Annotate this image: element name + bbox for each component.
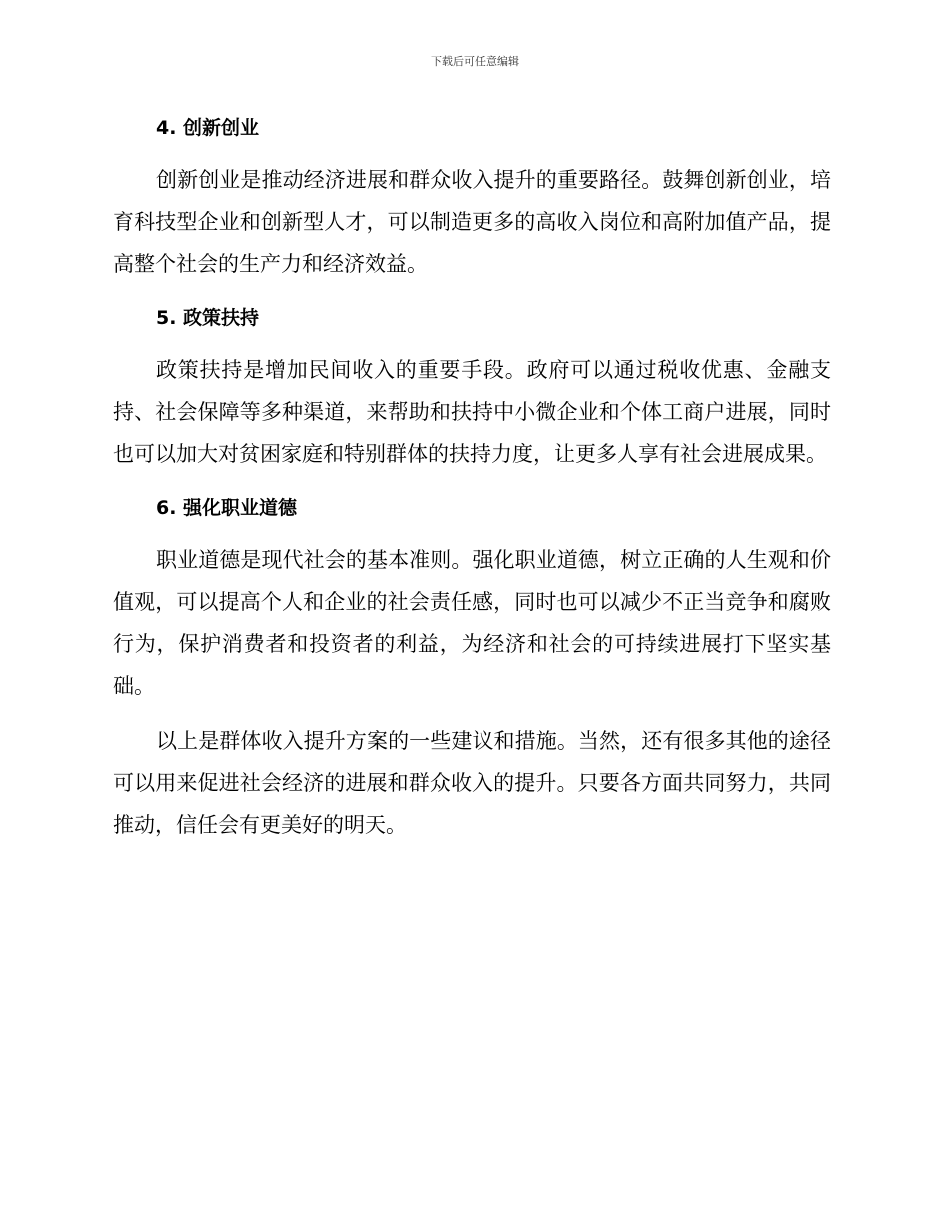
section-paragraph-ethics: 职业道德是现代社会的基本准则。强化职业道德，树立正确的人生观和价值观，可以提高个人和企业的社会责任感，同时也可以减少不正当竞争和腐败行为，保护消费者和投资者的利益，为经济和社会的可持续进展打下坚实基础。 [113,548,831,698]
section-heading-policy: 5. 政策扶持 [156,307,260,329]
section-heading-ethics: 6. 强化职业道德 [156,497,298,519]
document-body [113,108,831,846]
section-heading-innovation: 4. 创新创业 [156,117,260,139]
conclusion-paragraph: 以上是群体收入提升方案的一些建议和措施。当然，还有很多其他的途径可以用来促进社会经济的进展和群众收入的提升。只要各方面共同努力，共同推动，信任会有更美好的明天。 [113,729,831,837]
section-paragraph-policy: 政策扶持是增加民间收入的重要手段。政府可以通过税收优惠、金融支持、社会保障等多种渠道，来帮助和扶持中小微企业和个体工商户进展，同时也可以加大对贫困家庭和特别群体的扶持力度，让更多人享有社会进展成果。 [113,358,831,466]
page-header: 下载后可任意编辑 [431,55,519,68]
section-paragraph-innovation: 创新创业是推动经济进展和群众收入提升的重要路径。鼓舞创新创业，培育科技型企业和创新型人才，可以制造更多的高收入岗位和高附加值产品，提高整个社会的生产力和经济效益。 [113,168,831,276]
